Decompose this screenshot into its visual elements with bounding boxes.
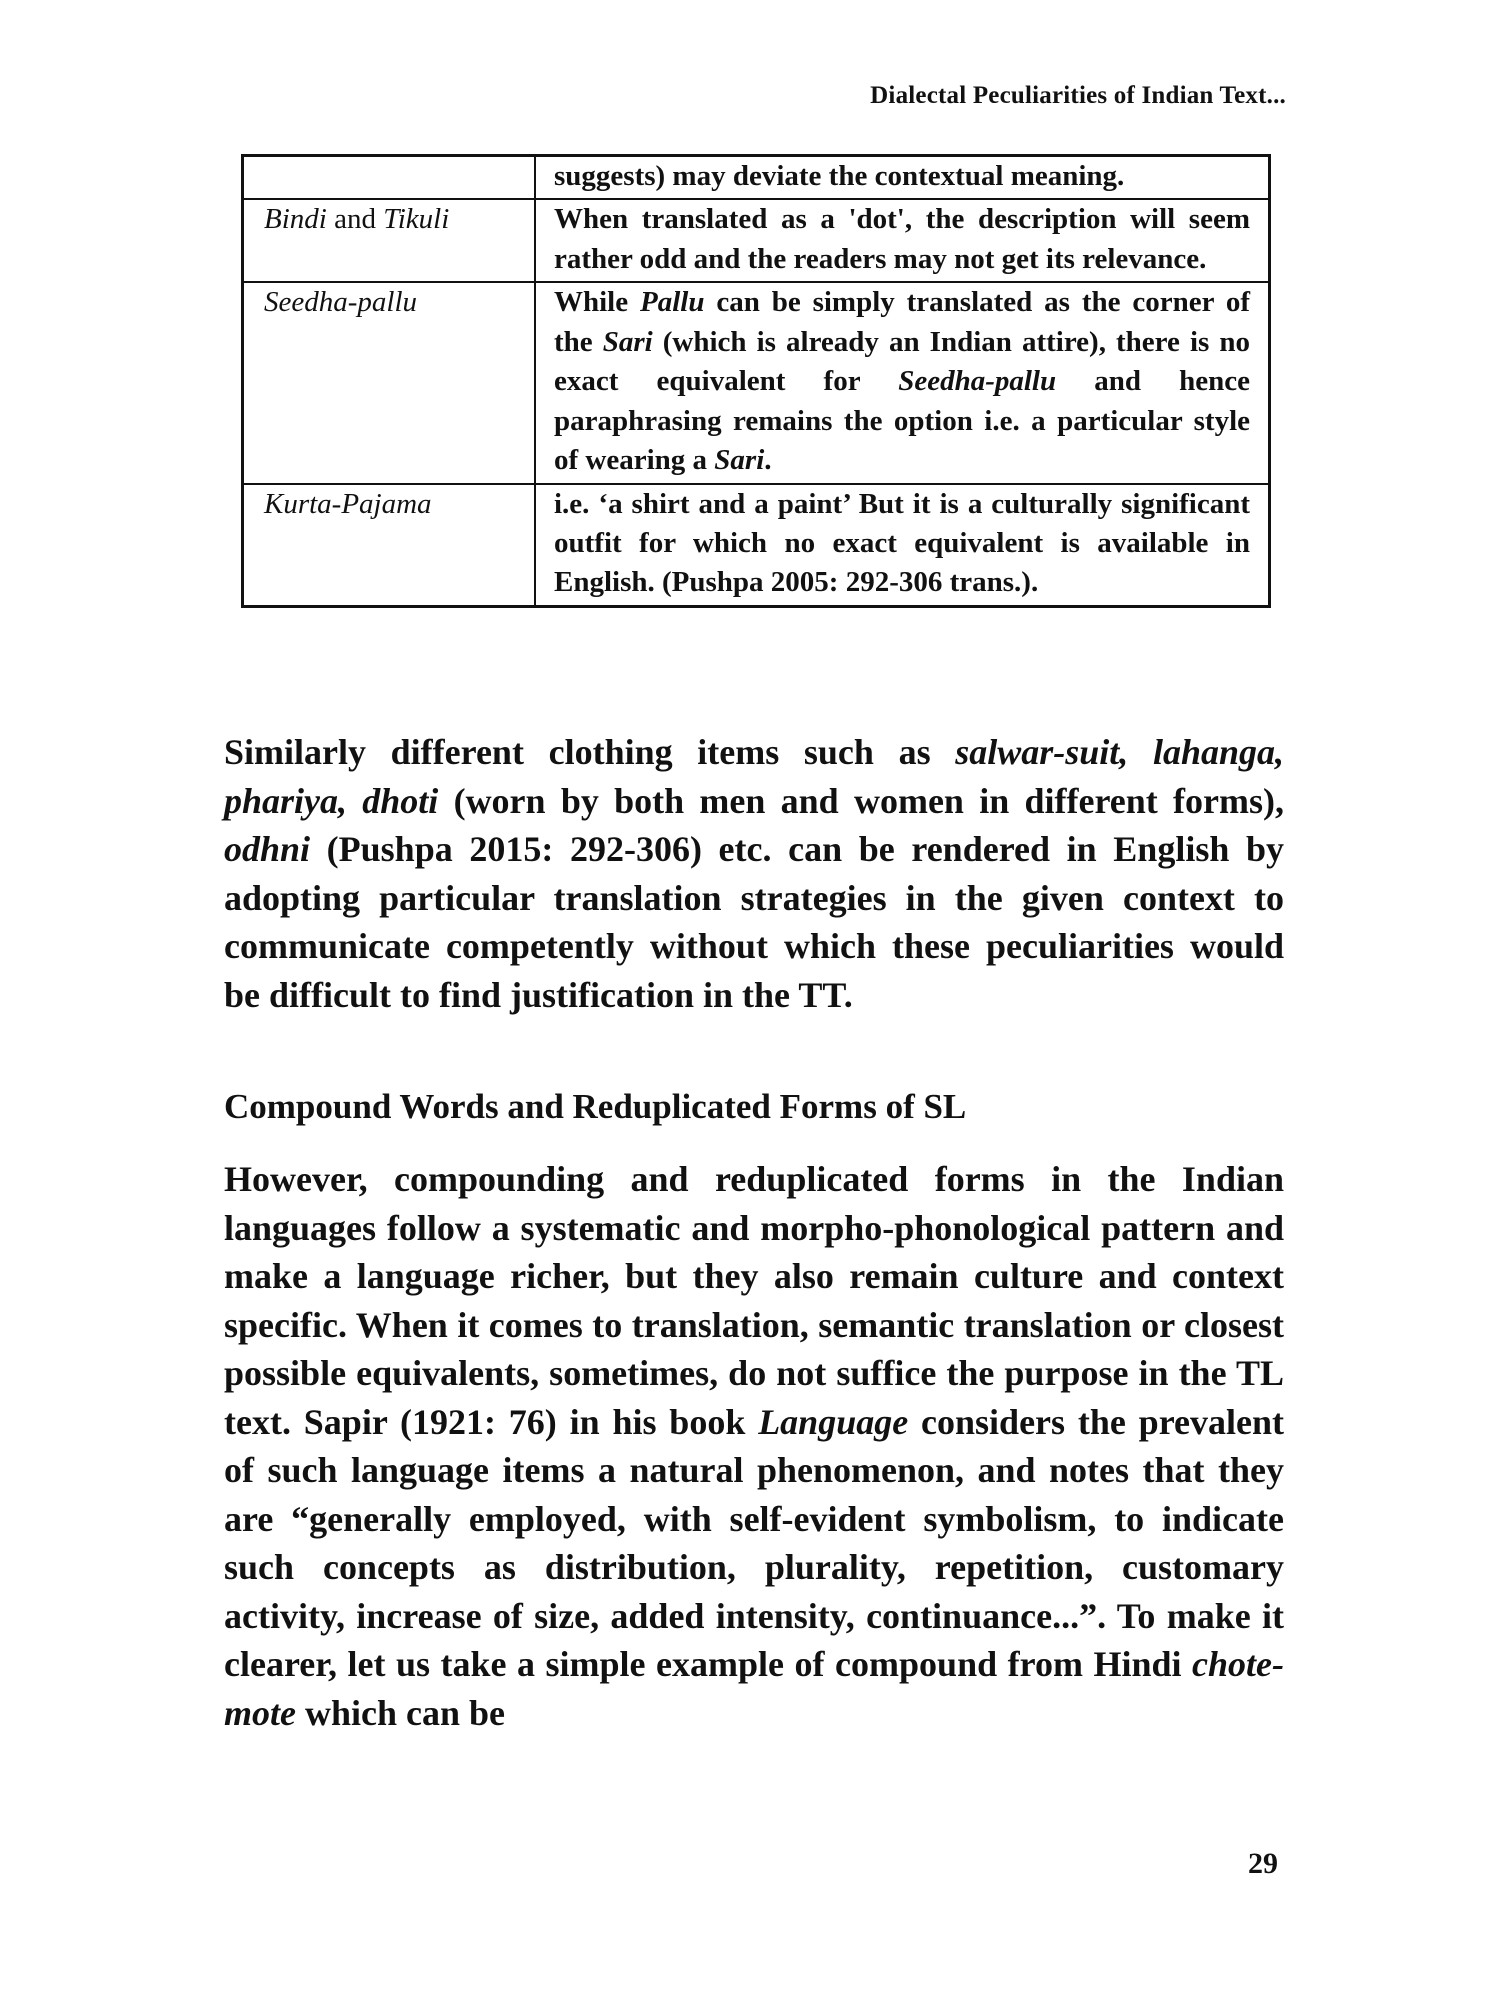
paragraph-clothing	[224, 728, 1284, 1019]
term-tikuli: Tikuli	[383, 203, 450, 236]
paragraph-italic: odhni	[224, 829, 311, 869]
desc-text: .	[764, 444, 772, 477]
paragraph-italic: Language	[758, 1401, 909, 1442]
table-description-cell	[535, 282, 1270, 483]
desc-text: and hence paraphrasing remains the option i.e. a particular style of wearing a	[554, 365, 1250, 477]
table-row	[243, 484, 1270, 607]
running-head: Dialectal Peculiarities of Indian Text...	[870, 82, 1286, 109]
page-number: 29	[1248, 1847, 1278, 1880]
terms-table	[241, 154, 1271, 608]
desc-italic-term: Sari	[714, 444, 765, 477]
term-bindi: Bindi	[264, 203, 327, 236]
desc-text: (which is already an Indian attire), there is no exact equivalent for	[554, 325, 1250, 398]
term-conjunction: and	[326, 203, 384, 236]
paragraph-text: Similarly different clothing items such as	[224, 732, 956, 772]
table-row	[243, 156, 1270, 200]
desc-italic-term: Sari	[602, 325, 653, 358]
table-description-cell: When translated as a 'dot', the description will seem rather odd and the readers may not get its relevance.	[535, 199, 1270, 282]
paragraph-text: However, compounding and reduplicated forms in the Indian languages follow a systematic and morpho-phonological pattern and make a language richer, but they also remain culture and context specific. When it comes to translation, semantic translation or closest possible equivalents, sometimes, do not suffice the purpose in the TL text. Sapir (1921: 76) in his book	[224, 1159, 1284, 1442]
table-row	[243, 199, 1270, 282]
paragraph-italic: salwar-suit, lahanga, phariya, dhoti	[224, 732, 1285, 821]
paragraph-text: considers the prevalent of such language items a natural phenomenon, and notes that they are “generally employed, with self-evident symbolism, to indicate such concepts as distribution, plurality, repetition, customary activity, increase of size, added intensity, continuance...”. To make it clearer, let us take a simple example of compound from Hindi	[224, 1401, 1284, 1684]
paragraph-text: (worn by both men and women in different forms),	[438, 780, 1285, 821]
table-row	[243, 282, 1270, 483]
paragraph-text: which can be	[295, 1692, 506, 1733]
table-term-cell: Kurta-Pajama	[243, 484, 536, 607]
paragraph-text: (Pushpa 2015: 292-306) etc. can be rendered in English by adopting particular translation strategies in the given context to communicate competently without which these peculiarities would be difficult to find justification in the TT.	[224, 829, 1284, 1015]
paragraph-compounding	[224, 1155, 1284, 1737]
desc-italic-term: Seedha-pallu	[898, 365, 1057, 398]
paragraph-italic: chote-mote	[224, 1644, 1284, 1733]
table-description-cell: i.e. ‘a shirt and a paint’ But it is a culturally significant outfit for which no exact equivalent is available in English. (Pushpa 2005: 292-306 trans.).	[535, 484, 1270, 607]
desc-italic-term: Pallu	[640, 286, 705, 319]
table-term-cell	[243, 156, 536, 200]
table-term-cell: Seedha-pallu	[243, 282, 536, 483]
table-description-cell: suggests) may deviate the contextual meaning.	[535, 156, 1270, 200]
desc-text: can be simply translated as the corner of the	[554, 286, 1250, 358]
section-heading: Compound Words and Reduplicated Forms of SL	[224, 1087, 967, 1126]
desc-text: While	[554, 286, 640, 319]
table-term-cell	[243, 199, 536, 282]
